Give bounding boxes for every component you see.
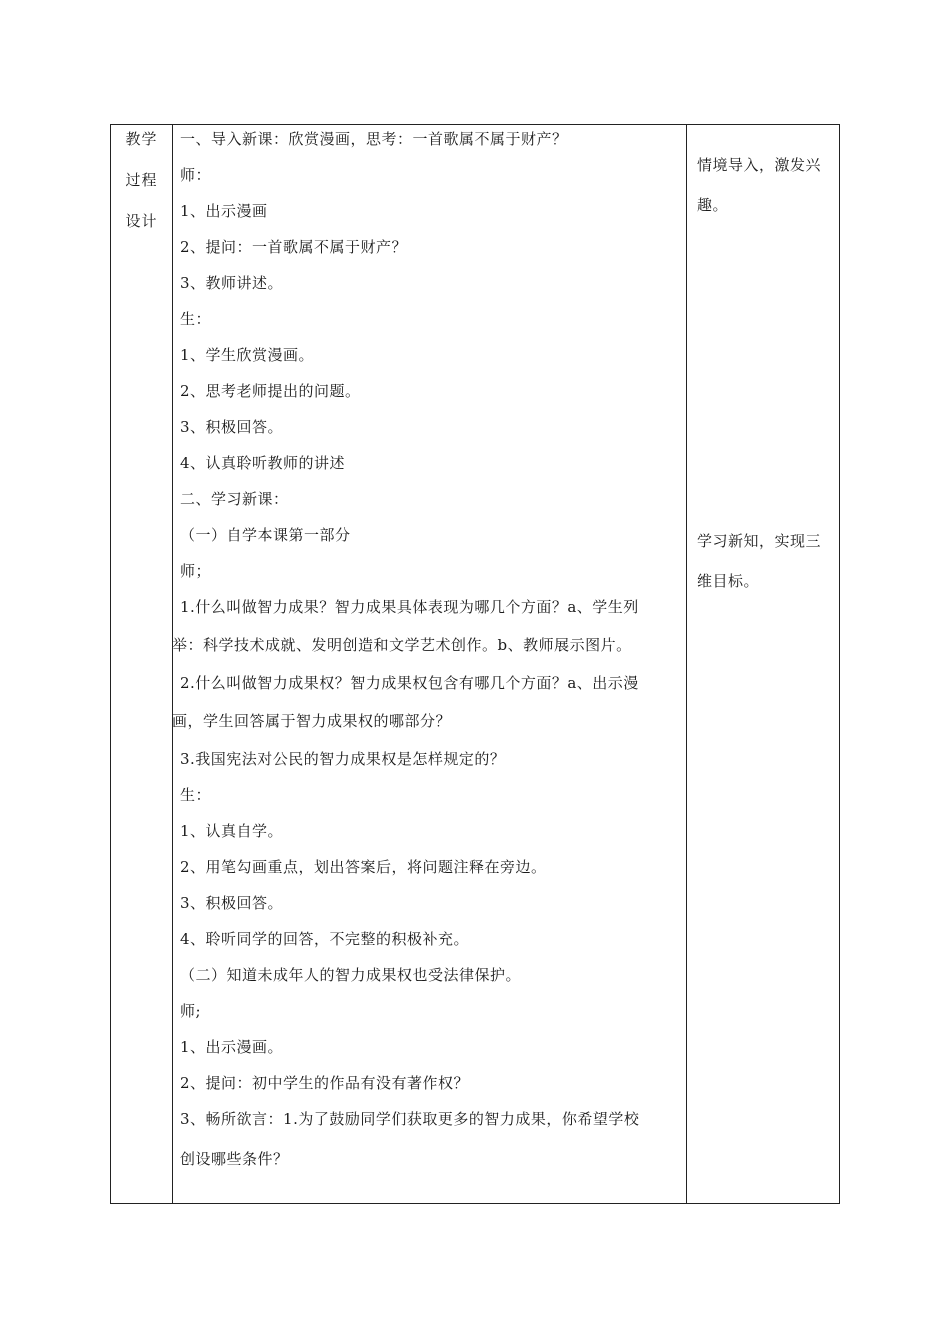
content-line: 3.我国宪法对公民的智力成果权是怎样规定的？ xyxy=(180,750,506,768)
note-line: 情境导入，激发兴 xyxy=(697,156,822,174)
content-line: 生： xyxy=(180,786,212,804)
content-line: 举：科学技术成就、发明创造和文学艺术创作。b、教师展示图片。 xyxy=(172,636,632,654)
lesson-plan-table xyxy=(110,124,840,1204)
content-line: 1.什么叫做智力成果？智力成果具体表现为哪几个方面？a、学生列 xyxy=(180,598,639,616)
content-line: 2、用笔勾画重点，划出答案后，将问题注释在旁边。 xyxy=(180,858,547,876)
content-line: 1、出示漫画。 xyxy=(180,1038,284,1056)
content-line: 1、学生欣赏漫画。 xyxy=(180,346,315,364)
content-line: 一、导入新课：欣赏漫画，思考：一首歌属不属于财产？ xyxy=(180,130,568,148)
content-line: 生： xyxy=(180,310,212,328)
column-divider xyxy=(172,125,173,1203)
column-divider xyxy=(686,125,687,1203)
content-line: 3、畅所欲言：1.为了鼓励同学们获取更多的智力成果，你希望学校 xyxy=(180,1110,640,1128)
content-line: 师： xyxy=(180,166,212,184)
content-line: （二）知道未成年人的智力成果权也受法律保护。 xyxy=(180,966,522,984)
content-line: 4、聆听同学的回答，不完整的积极补充。 xyxy=(180,930,470,948)
content-line: 画，学生回答属于智力成果权的哪部分？ xyxy=(172,712,452,730)
content-line: （一）自学本课第一部分 xyxy=(180,526,351,544)
content-line: 1、认真自学。 xyxy=(180,822,284,840)
section-label-line: 教学 xyxy=(125,130,158,148)
content-line: 创设哪些条件？ xyxy=(180,1150,289,1168)
content-line: 1、出示漫画 xyxy=(180,202,268,220)
content-line: 4、认真聆听教师的讲述 xyxy=(180,454,346,472)
content-line: 3、教师讲述。 xyxy=(180,274,284,292)
content-line: 师； xyxy=(180,562,212,580)
content-line: 2.什么叫做智力成果权？智力成果权包含有哪几个方面？a、出示漫 xyxy=(180,674,639,692)
section-label-line: 设计 xyxy=(125,212,158,230)
content-line: 3、积极回答。 xyxy=(180,418,284,436)
note-line: 维目标。 xyxy=(697,572,760,590)
content-line: 2、思考老师提出的问题。 xyxy=(180,382,361,400)
note-line: 趣。 xyxy=(697,196,729,214)
content-line: 3、积极回答。 xyxy=(180,894,284,912)
section-label-line: 过程 xyxy=(125,171,158,189)
content-line: 2、提问：一首歌属不属于财产？ xyxy=(180,238,408,256)
content-line: 2、提问：初中学生的作品有没有著作权？ xyxy=(180,1074,470,1092)
content-line: 二、学习新课： xyxy=(180,490,289,508)
note-line: 学习新知，实现三 xyxy=(697,532,822,550)
content-line: 师; xyxy=(180,1002,202,1020)
